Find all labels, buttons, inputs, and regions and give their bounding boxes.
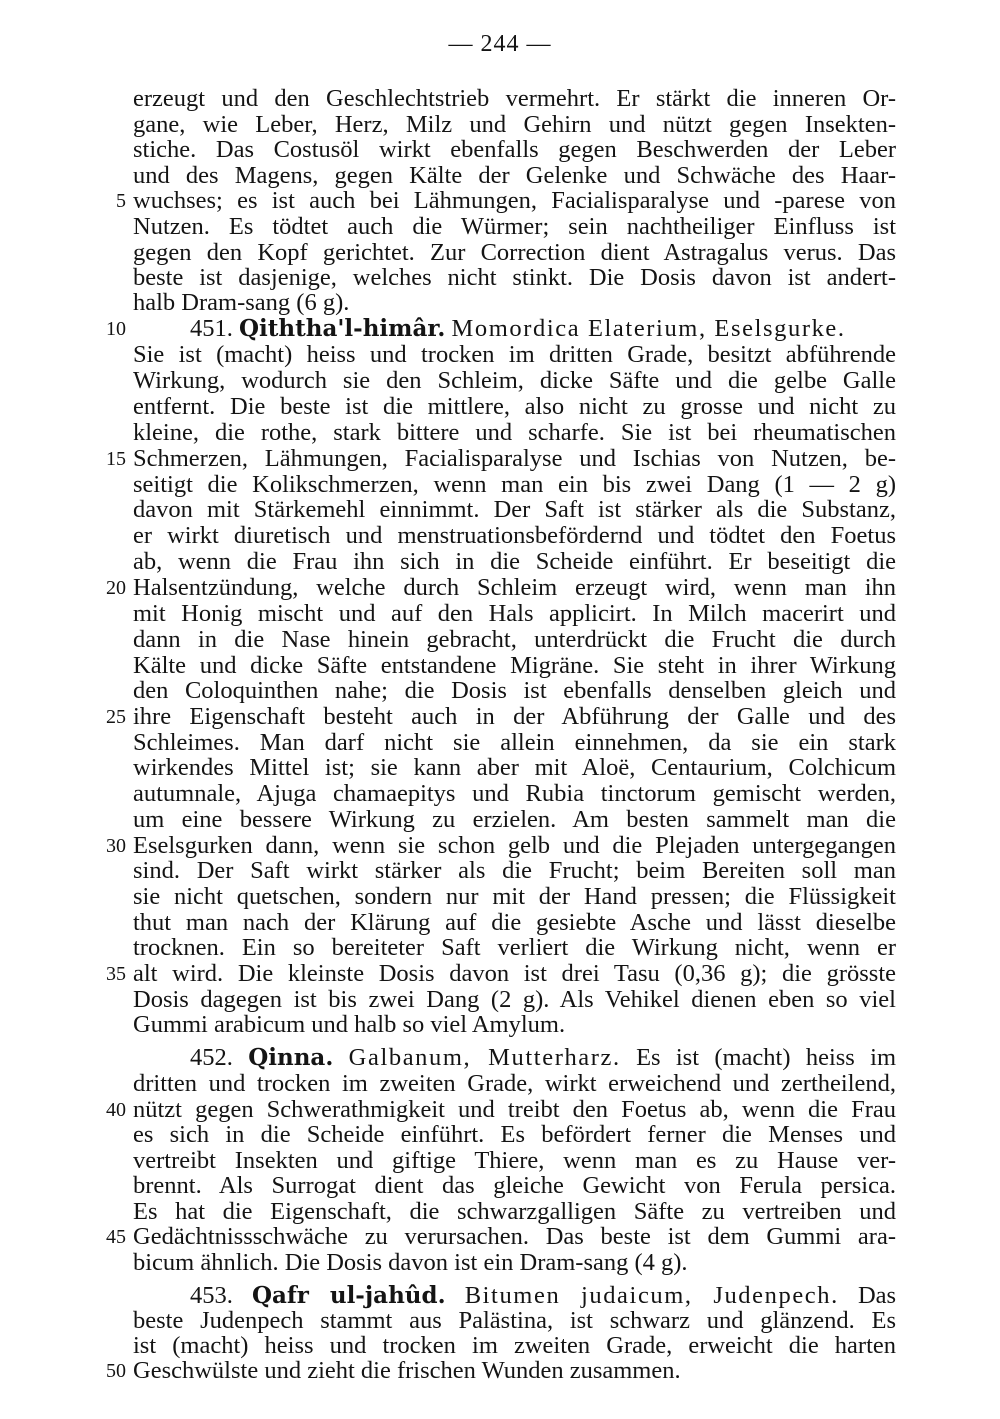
text-line: Eselsgurken dann, wenn sie schon gelb und die Plejaden untergegangen [133,832,896,859]
entry-heading-453 [190,1282,896,1310]
entry-headword: Qiththa'l-himâr. [239,315,446,342]
text-line: vertreibt Insekten und giftige Thiere, wenn man es zu Hause ver- [133,1147,896,1174]
text-line: es sich in die Scheide einführt. Es befördert ferner die Menses und [133,1121,896,1148]
text-line: Es hat die Eigenschaft, die schwarzgalligen Säfte zu vertreiben und [133,1198,896,1225]
text-line: ab, wenn die Frau ihn sich in die Scheide einführt. Er beseitigt die [133,548,896,575]
text-line: davon mit Stärkemehl einnimmt. Der Saft ist stärker als die Substanz, [133,496,896,523]
text-line: Gummi arabicum und halb so viel Amylum. [133,1011,566,1038]
text-line: trocknen. Ein so bereiteter Saft verliert die Wirkung nicht, wenn er [133,934,896,961]
text-line: um eine bessere Wirkung zu erzielen. Am besten sammelt man die [133,806,896,833]
entry-number: 452. [190,1044,233,1071]
text-line: erzeugt und den Geschlechtstrieb vermehrt. Er stärkt die inneren Or- [133,85,896,112]
line-number: 30 [106,835,126,857]
entry-number: 453. [190,1282,233,1309]
text-line: ist (macht) heiss und trocken im zweiten Grade, erweicht die harten [133,1332,896,1359]
text-line: beste ist dasjenige, welches nicht stinkt. Die Dosis davon ist andert- [133,264,896,291]
entry-number: 451. [190,315,233,342]
text-line: den Coloquinthen nahe; die Dosis ist ebenfalls denselben gleich und [133,677,896,704]
text-line: Schmerzen, Lähmungen, Facialisparalyse und Ischias von Nutzen, be- [133,445,896,472]
text-line: entfernt. Die beste ist die mittlere, also nicht zu grosse und nicht zu [133,393,896,420]
text-line: autumnale, Ajuga chamaepitys und Rubia tinctorum gemischt werden, [133,780,896,807]
page-number: — 244 — [448,31,552,57]
text-line: Halsentzündung, welche durch Schleim erzeugt wird, wenn man ihn [133,574,896,601]
text-line: alt wird. Die kleinste Dosis davon ist drei Tasu (0,36 g); die grösste [133,960,896,987]
line-number: 15 [106,448,126,470]
text-line: Dosis dagegen ist bis zwei Dang (2 g). Als Vehikel dienen eben so viel [133,986,896,1013]
text-line: Geschwülste und zieht die frischen Wunden zusammen. [133,1357,681,1384]
entry-heading-451 [190,315,896,343]
text-line: Schleimes. Man darf nicht sie allein einnehmen, da sie ein stark [133,729,896,756]
entry-headword: Qinna. [248,1044,334,1071]
line-number: 50 [106,1360,126,1382]
text-line: wuchses; es ist auch bei Lähmungen, Facialisparalyse und -parese von [133,187,896,214]
text-line: bicum ähnlich. Die Dosis davon ist ein Dram-sang (4 g). [133,1249,688,1276]
line-number: 5 [116,190,126,212]
text-line: dann in die Nase hinein gebracht, unterdrückt die Frucht die durch [133,626,896,653]
text-line: Wirkung, wodurch sie den Schleim, dicke Säfte und die gelbe Galle [133,367,896,394]
text-line: thut man nach der Klärung auf die gesiebte Asche und lässt dieselbe [133,909,896,936]
text-line: gane, wie Leber, Herz, Milz und Gehirn und nützt gegen Insekten- [133,111,896,138]
text-line: Nutzen. Es tödtet auch die Würmer; sein nachtheiliger Einfluss ist [133,213,896,240]
line-number: 45 [106,1226,126,1248]
entry-heading-452 [190,1044,896,1072]
line-number: 20 [106,577,126,599]
text-line: gegen den Kopf gerichtet. Zur Correction dient Astragalus verus. Das [133,239,896,266]
text-line: halb Dram-sang (6 g). [133,289,350,316]
text-line: sie nicht quetschen, sondern nur mit der Hand pressen; die Flüssigkeit [133,883,896,910]
text-line: Gedächtnissschwäche zu verursachen. Das beste ist dem Gummi ara- [133,1223,896,1250]
entry-text: Das [857,1282,897,1309]
text-line: brennt. Als Surrogat dient das gleiche Gewicht von Ferula persica. [133,1172,896,1199]
entry-latin-name: Bitumen judaicum, Judenpech. [464,1282,839,1309]
text-line: kleine, die rothe, stark bittere und scharfe. Sie ist bei rheumatischen [133,419,896,446]
entry-latin-name: Momordica Elaterium, Eselsgurke. [451,315,846,342]
text-line: stiche. Das Costusöl wirkt ebenfalls gegen Beschwerden der Leber [133,136,896,163]
line-number: 35 [106,963,126,985]
line-number: 25 [106,706,126,728]
entry-text: Es ist (macht) heiss im [636,1044,897,1071]
text-line: und des Magens, gegen Kälte der Gelenke und Schwäche des Haar- [133,162,896,189]
entry-latin-name: Galbanum, Mutterharz. [348,1044,621,1071]
text-line: seitigt die Kolikschmerzen, wenn man ein bis zwei Dang (1 — 2 g) [133,471,896,498]
text-line: beste Judenpech stammt aus Palästina, ist schwarz und glänzend. Es [133,1307,896,1334]
line-number: 10 [106,318,126,340]
entry-headword: Qafr ul-jahûd. [251,1282,446,1309]
text-line: er wirkt diuretisch und menstruationsbefördernd und tödtet den Foetus [133,522,896,549]
text-line: nützt gegen Schwerathmigkeit und treibt den Foetus ab, wenn die Frau [133,1096,896,1123]
text-line: Kälte und dicke Säfte entstandene Migräne. Sie steht in ihrer Wirkung [133,652,896,679]
text-line: wirkendes Mittel ist; sie kann aber mit Aloë, Centaurium, Colchicum [133,754,896,781]
text-line: sind. Der Saft wirkt stärker als die Frucht; beim Bereiten soll man [133,857,896,884]
line-number: 40 [106,1099,126,1121]
text-line: mit Honig mischt und auf den Hals applicirt. In Milch macerirt und [133,600,896,627]
text-line: Sie ist (macht) heiss und trocken im dritten Grade, besitzt abführende [133,341,896,368]
text-line: dritten und trocken im zweiten Grade, wirkt erweichend und zertheilend, [133,1070,896,1097]
text-line: ihre Eigenschaft besteht auch in der Abführung der Galle und des [133,703,896,730]
